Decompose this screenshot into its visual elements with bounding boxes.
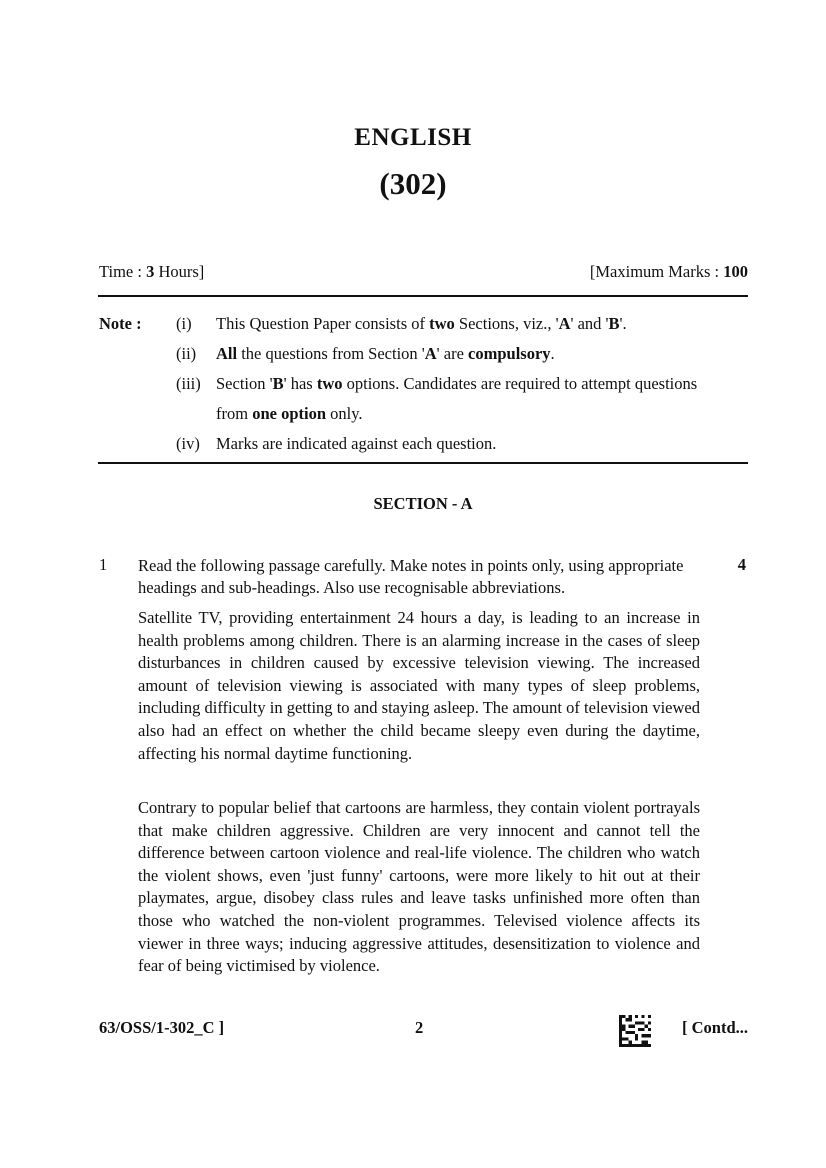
text-bold: B <box>272 374 284 393</box>
page-number: 2 <box>415 1018 424 1037</box>
note-item-number: (iv) <box>176 434 200 453</box>
datamatrix-code-icon <box>619 1015 651 1047</box>
question-instruction: Read the following passage carefully. Make notes in points only, using appropriate headings and sub-headings. Also use recognisable abbreviations. <box>138 556 684 597</box>
question-number: 1 <box>99 555 108 574</box>
text: options. Candidates are required to attempt questions <box>342 374 698 393</box>
subject-title: ENGLISH <box>354 124 472 151</box>
question-marks: 4 <box>737 555 746 574</box>
text: ' has <box>283 374 317 393</box>
text: Marks are indicated against each question. <box>216 434 497 453</box>
maximum-marks <box>590 262 748 282</box>
text: only. <box>326 404 363 423</box>
text-bold: All <box>216 344 238 363</box>
text-bold: A <box>424 344 437 363</box>
text: . <box>550 344 555 363</box>
text-bold: B <box>608 314 620 333</box>
text: This Question Paper consists of <box>216 314 430 333</box>
time-value: 3 <box>146 262 155 281</box>
subject-code: (302) <box>379 166 447 201</box>
text: Sections, viz., ' <box>454 314 559 333</box>
text: the questions from Section ' <box>237 344 425 363</box>
passage-paragraph: Contrary to popular belief that cartoons are harmless, they contain violent portrayals that make children aggressive. Children are very innocent and cannot tell the difference between cartoon violence and real-life violence. The children who watch the violent shows, even 'just funny' cartoons, were more likely to hit out at their playmates, argue, disobey class rules and leave tasks unfinished more often than those who watched the non-violent programmes. Televised violence affects its viewer in three ways; inducing aggressive attitudes, desensitization to violence and fear of being victimised by violence. <box>138 798 700 976</box>
note-item-continuation <box>216 404 751 424</box>
text: Section ' <box>216 374 273 393</box>
note-item-number: (iii) <box>176 374 201 393</box>
max-marks-label: [Maximum Marks : <box>589 262 724 281</box>
note-item-number: (ii) <box>176 344 197 363</box>
divider-top <box>98 295 748 297</box>
note-label: Note : <box>99 314 142 333</box>
note-item-number: (i) <box>176 314 192 333</box>
section-heading: SECTION - A <box>373 494 473 513</box>
note-item <box>216 434 751 454</box>
note-item <box>216 374 751 394</box>
divider-bottom <box>98 462 748 464</box>
time-unit: Hours] <box>154 262 205 281</box>
paper-code: 63/OSS/1-302_C ] <box>99 1018 225 1037</box>
text-bold: one option <box>252 404 327 423</box>
text: from <box>216 404 253 423</box>
text-bold: A <box>558 314 571 333</box>
continued-label: [ Contd... <box>681 1018 748 1037</box>
text: '. <box>619 314 627 333</box>
text-bold: compulsory <box>468 344 551 363</box>
passage-paragraph: Satellite TV, providing entertainment 24 hours a day, is leading to an increase in health problems among children. There is an alarming increase in the cases of sleep disturbances in children caused by excessive television viewing. The increased amount of television viewing is associated with many types of sleep problems, including difficulty in getting to and staying asleep. The amount of television viewed also had an effect on whether the child became sleepy even during the daytime, affecting his normal daytime functioning. <box>138 608 700 763</box>
time-allowed <box>99 262 204 282</box>
text-bold: two <box>429 314 455 333</box>
note-item <box>216 344 751 364</box>
text-bold: two <box>316 374 343 393</box>
text: ' are <box>436 344 469 363</box>
text: ' and ' <box>570 314 609 333</box>
time-label: Time : <box>99 262 147 281</box>
max-marks-value: 100 <box>723 262 748 281</box>
note-item <box>216 314 751 334</box>
